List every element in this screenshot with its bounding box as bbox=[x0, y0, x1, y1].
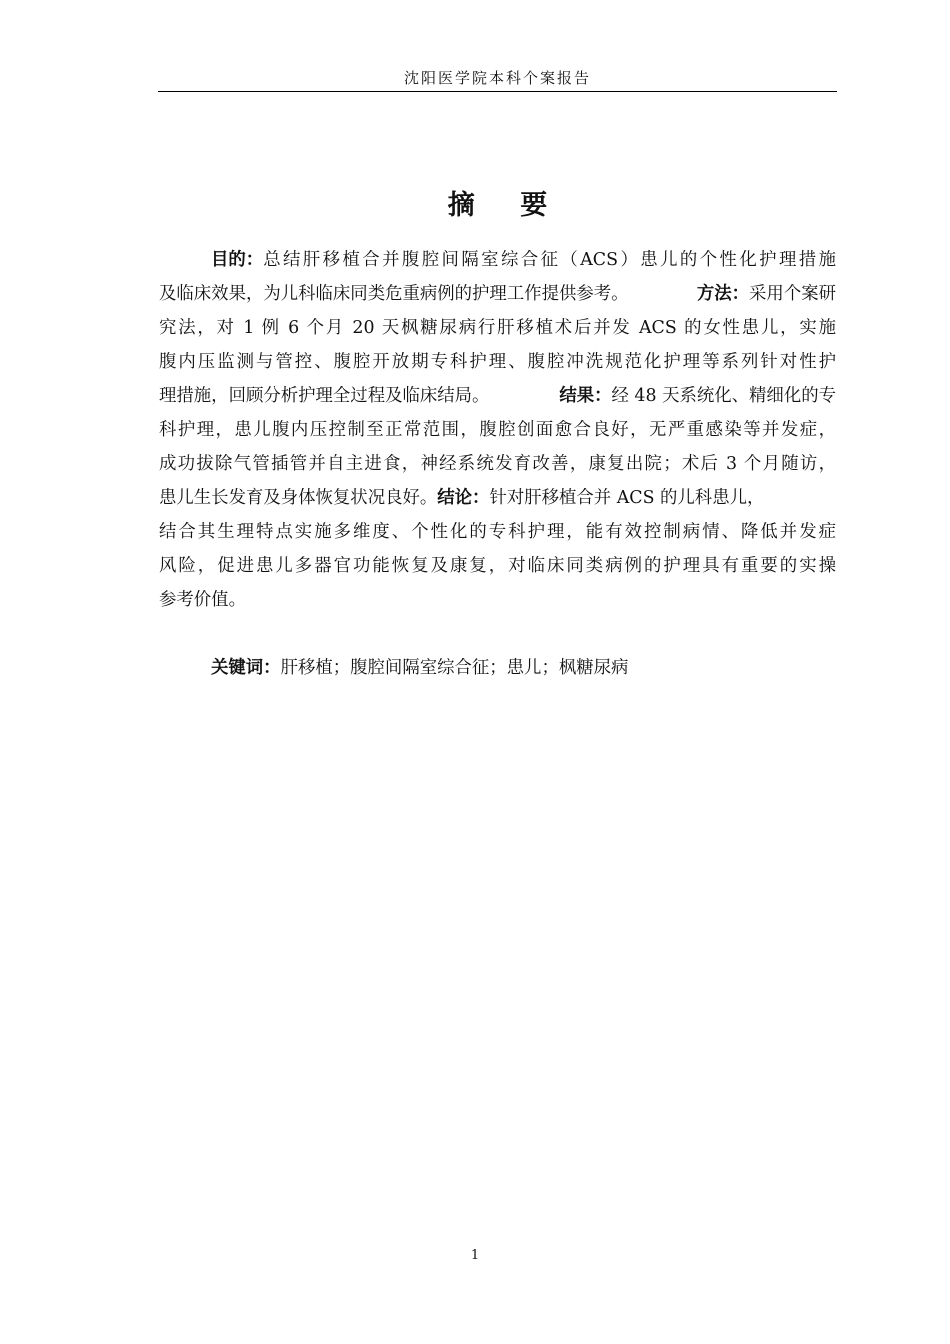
abstract-body bbox=[159, 243, 836, 617]
abstract-line-text: 科护理，患儿腹内压控制至正常范围，腹腔创面愈合良好，无严重感染等并发症， bbox=[159, 420, 836, 440]
keywords-label: 关键词： bbox=[211, 658, 281, 678]
running-header: 沈阳医学院本科个案报告 bbox=[403, 69, 591, 87]
abstract-line bbox=[159, 515, 836, 549]
abstract-line bbox=[159, 549, 836, 583]
abstract-line bbox=[159, 447, 836, 481]
abstract-line bbox=[159, 243, 836, 277]
abstract-line-text: 患儿生长发育及身体恢复状况良好。 bbox=[159, 488, 438, 508]
abstract-line-text: 理措施，回顾分析护理全过程及临床结局。 bbox=[159, 386, 490, 406]
abstract-line bbox=[159, 345, 836, 379]
abstract-line-text: 总结肝移植合并腹腔间隔室综合征（ACS）患儿的个性化护理措施 bbox=[263, 250, 836, 270]
page-number: 1 bbox=[470, 1248, 480, 1263]
header-rule bbox=[158, 91, 837, 92]
abstract-line bbox=[159, 413, 836, 447]
keywords bbox=[211, 651, 628, 685]
objective-label: 目的： bbox=[211, 250, 264, 270]
abstract-line-text: 究法，对 1 例 6 个月 20 天枫糖尿病行肝移植术后并发 ACS 的女性患儿，实施 bbox=[159, 318, 836, 338]
abstract-line-text: 经 48 天系统化、精细化的专 bbox=[611, 386, 836, 406]
abstract-line-text: 风险，促进患儿多器官功能恢复及康复，对临床同类病例的护理具有重要的实操 bbox=[159, 556, 836, 576]
conclusion-label: 结论： bbox=[437, 488, 490, 508]
abstract-line bbox=[159, 583, 836, 617]
abstract-line-text: 参考价值。 bbox=[159, 590, 246, 610]
abstract-line-text: 针对肝移植合并 ACS 的儿科患儿， bbox=[489, 488, 765, 508]
abstract-title: 摘 要 bbox=[447, 190, 566, 221]
keywords-text: 肝移植；腹腔间隔室综合征；患儿；枫糖尿病 bbox=[280, 658, 629, 678]
method-label: 方法： bbox=[696, 284, 750, 304]
abstract-line-text: 成功拔除气管插管并自主进食，神经系统发育改善，康复出院；术后 3 个月随访， bbox=[159, 454, 836, 474]
result-label: 结果： bbox=[559, 386, 612, 406]
abstract-line bbox=[159, 481, 836, 515]
abstract-line bbox=[159, 311, 836, 345]
abstract-line-text: 采用个案研 bbox=[749, 284, 836, 304]
abstract-line-text: 结合其生理特点实施多维度、个性化的专科护理，能有效控制病情、降低并发症 bbox=[159, 522, 836, 542]
abstract-line bbox=[159, 277, 836, 311]
abstract-line bbox=[159, 379, 836, 413]
abstract-line-text: 腹内压监测与管控、腹腔开放期专科护理、腹腔冲洗规范化护理等系列针对性护 bbox=[159, 352, 836, 372]
abstract-line-text: 及临床效果，为儿科临床同类危重病例的护理工作提供参考。 bbox=[159, 284, 629, 304]
